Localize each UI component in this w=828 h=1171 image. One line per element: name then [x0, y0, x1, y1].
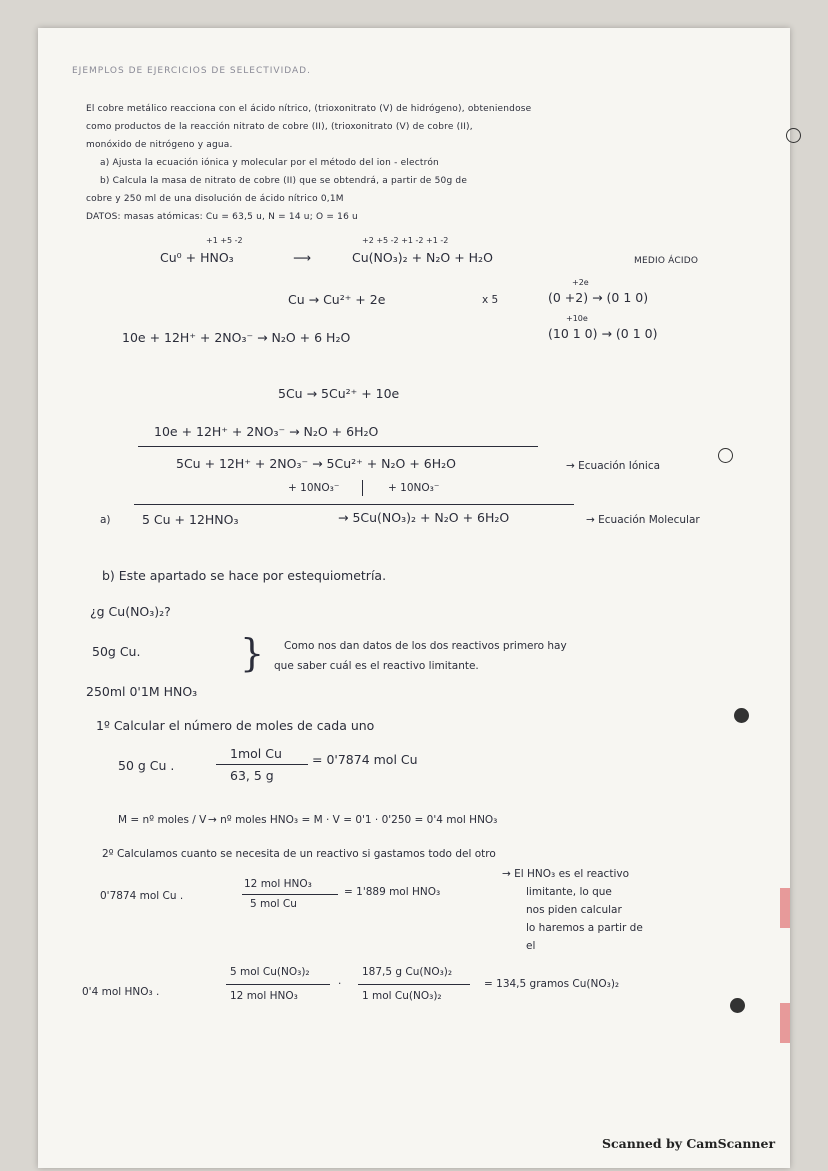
molecular-equation-right: → 5Cu(NO₃)₂ + N₂O + 6H₂O: [338, 510, 510, 525]
limit-note: nos piden calcular: [526, 904, 622, 916]
binder-hole: [730, 998, 745, 1013]
multiply-dot: ·: [338, 978, 342, 990]
step-2: 2º Calculamos cuanto se necesita de un reactivo si gastamos todo del otro: [102, 848, 496, 860]
fraction-bar: [358, 984, 470, 985]
ionic-equation: 5Cu + 12H⁺ + 2NO₃⁻ → 5Cu²⁺ + N₂O + 6H₂O: [176, 456, 456, 471]
part-a-label: a): [100, 514, 111, 526]
fraction-bar: [216, 764, 308, 765]
statement-line: cobre y 250 ml de una disolución de ácido nítrico 0,1M: [86, 194, 344, 204]
products: Cu(NO₃)₂ + N₂O + H₂O: [352, 250, 493, 265]
separator: [362, 480, 363, 496]
sum-line: 5Cu → 5Cu²⁺ + 10e: [278, 386, 400, 401]
sum-line: 10e + 12H⁺ + 2NO₃⁻ → N₂O + 6H₂O: [154, 424, 379, 439]
calc1-numerator: 1mol Cu: [230, 746, 282, 761]
calc3-denominator-1: 12 mol HNO₃: [230, 990, 298, 1002]
step-1: 1º Calcular el número de moles de cada uno: [96, 718, 375, 733]
given-mass: 50g Cu.: [92, 644, 141, 659]
limit-note: → El HNO₃ es el reactivo: [502, 868, 629, 880]
fraction-bar: [242, 894, 338, 895]
statement-line: El cobre metálico reacciona con el ácido nítrico, (trioxonitrato (V) de hidrógeno), obteniendose: [86, 104, 532, 114]
calc3-left: 0'4 mol HNO₃ .: [82, 986, 160, 998]
limit-note: lo haremos a partir de: [526, 922, 643, 934]
molecular-rule: [134, 504, 574, 505]
calc2-result: = 1'889 mol HNO₃: [344, 886, 441, 898]
molarity-formula: M = nº moles / V: [118, 814, 207, 826]
reduction-half: 10e + 12H⁺ + 2NO₃⁻ → N₂O + 6 H₂O: [122, 330, 351, 345]
limit-note: limitante, lo que: [526, 886, 612, 898]
footer-watermark: Scanned by CamScanner: [602, 1136, 776, 1151]
scanned-page: [38, 28, 790, 1168]
fraction-bar: [226, 984, 330, 985]
part-b-question: ¿g Cu(NO₃)₂?: [90, 604, 171, 619]
oxidation-note-top: +2e: [572, 278, 589, 287]
limit-note: el: [526, 940, 536, 952]
oxidation-half: Cu → Cu²⁺ + 2e: [288, 292, 386, 307]
calc3-denominator-2: 1 mol Cu(NO₃)₂: [362, 990, 442, 1002]
binder-hole: [718, 448, 733, 463]
brace-note: que saber cuál es el reactivo limitante.: [274, 660, 479, 672]
calc2-left: 0'7874 mol Cu .: [100, 890, 184, 902]
brace: }: [240, 631, 265, 675]
binder-hole: [734, 708, 749, 723]
reduction-note: (10 1 0) → (0 1 0): [548, 326, 658, 341]
statement-line: DATOS: masas atómicas: Cu = 63,5 u, N = 14 u; O = 16 u: [86, 212, 358, 222]
oxidation-multiplier: x 5: [482, 294, 499, 306]
red-page-edge: [780, 1003, 790, 1043]
statement-line: b) Calcula la masa de nitrato de cobre (II) que se obtendrá, a partir de 50g de: [100, 176, 468, 186]
reactants: Cu⁰ + HNO₃: [160, 250, 234, 265]
reduction-note-top: +10e: [566, 314, 588, 323]
molecular-equation-left: 5 Cu + 12HNO₃: [142, 512, 239, 527]
reaction-arrow: ⟶: [293, 250, 311, 265]
spectator-ions: + 10NO₃⁻: [388, 482, 440, 494]
ionic-label: → Ecuación Iónica: [566, 460, 661, 472]
part-b-intro: b) Este apartado se hace por estequiometría.: [102, 568, 387, 583]
calc3-result: = 134,5 gramos Cu(NO₃)₂: [484, 978, 620, 990]
molarity-calc: → nº moles HNO₃ = M · V = 0'1 · 0'250 = 0'4 mol HNO₃: [208, 814, 498, 826]
page-title: EJEMPLOS DE EJERCICIOS DE SELECTIVIDAD.: [72, 66, 311, 76]
calc2-numerator: 12 mol HNO₃: [244, 878, 312, 890]
brace-note: Como nos dan datos de los dos reactivos primero hay: [284, 640, 567, 652]
sum-rule: [138, 446, 538, 447]
calc1-denominator: 63, 5 g: [230, 768, 274, 783]
oxidation-numbers: +1 +5 -2: [206, 236, 243, 245]
calc3-numerator-2: 187,5 g Cu(NO₃)₂: [362, 966, 453, 978]
statement-line: a) Ajusta la ecuación iónica y molecular por el método del ion - electrón: [100, 158, 439, 168]
given-solution: 250ml 0'1M HNO₃: [86, 684, 198, 699]
calc3-numerator-1: 5 mol Cu(NO₃)₂: [230, 966, 310, 978]
molecular-label: → Ecuación Molecular: [586, 514, 700, 526]
spectator-ions: + 10NO₃⁻: [288, 482, 340, 494]
statement-line: monóxido de nitrógeno y agua.: [86, 140, 233, 150]
red-page-edge: [780, 888, 790, 928]
medium-label: MEDIO ÁCIDO: [634, 256, 699, 266]
calc1-left: 50 g Cu .: [118, 758, 175, 773]
calc1-result: = 0'7874 mol Cu: [312, 752, 418, 767]
oxidation-numbers: +2 +5 -2 +1 -2 +1 -2: [362, 236, 449, 245]
binder-hole: [786, 128, 801, 143]
statement-line: como productos de la reacción nitrato de cobre (II), (trioxonitrato (V) de cobre (II),: [86, 122, 473, 132]
oxidation-note: (0 +2) → (0 1 0): [548, 290, 649, 305]
calc2-denominator: 5 mol Cu: [250, 898, 297, 910]
